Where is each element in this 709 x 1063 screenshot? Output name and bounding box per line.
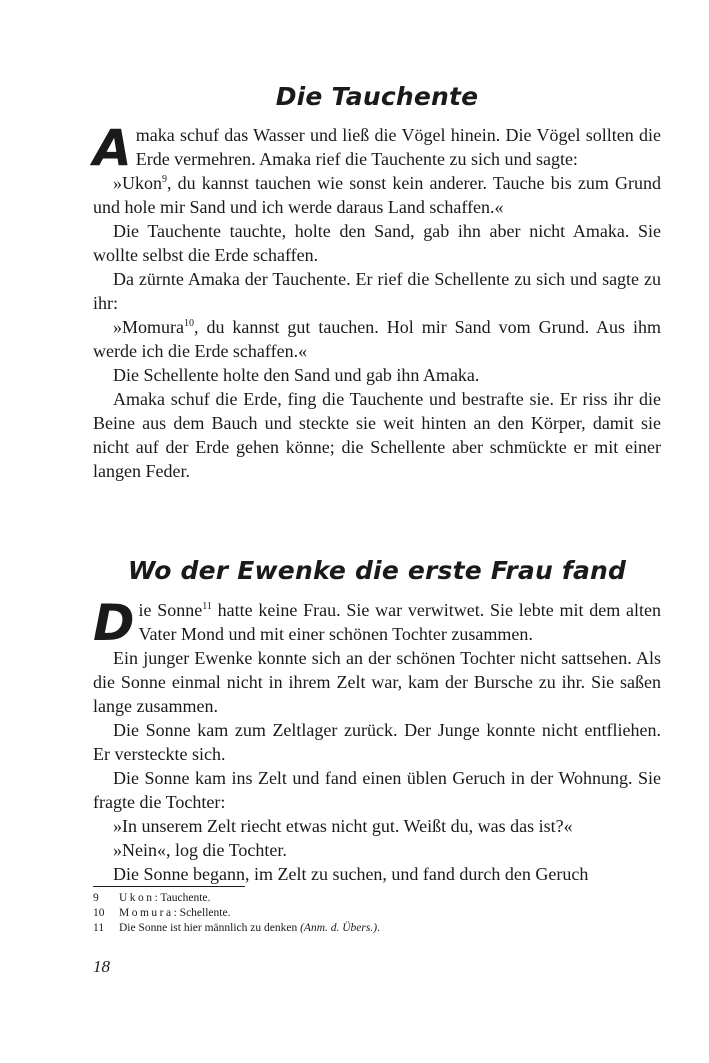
paragraph: Die Sonne kam zum Zeltlager zurück. Der Junge konnte nicht entfliehen. Er versteckte sich. bbox=[93, 720, 661, 764]
paragraph-text: maka schuf das Wasser und ließ die Vögel hinein. Die Vögel sollten die Erde vermehren. Amaka rief die Tauchente zu sich und sagte: bbox=[135, 125, 661, 169]
footnote-text: : Schellente. bbox=[173, 907, 231, 919]
footnote-number: 10 bbox=[93, 907, 105, 919]
footnote-number: 9 bbox=[93, 892, 99, 904]
paragraph-text: , du kannst gut tauchen. Hol mir Sand vom Grund. Aus ihm werde ich die Erde schaffen.« bbox=[93, 317, 661, 361]
paragraph-text: , du kannst tauchen wie sonst kein anderer. Tauche bis zum Grund und hole mir Sand und ich werde daraus Land schaffen.« bbox=[93, 173, 661, 217]
footnote bbox=[93, 906, 661, 921]
story-title: Die Tauchente bbox=[275, 82, 479, 111]
footnote-ref: 10 bbox=[184, 318, 194, 329]
paragraph-text: ie Sonne bbox=[138, 600, 203, 620]
page-number: 18 bbox=[93, 957, 110, 976]
footnote-text: . bbox=[377, 922, 380, 934]
story-body bbox=[93, 119, 661, 483]
footnotes bbox=[93, 891, 661, 936]
paragraph: Amaka schuf die Erde, fing die Tauchente und bestrafte sie. Er riss ihr die Beine aus dem Bauch und steckte sie weit hinten an den Körper, damit sie nicht auf der Erde gehen könne; die Schellente aber schmückte er mit einer langen Feder. bbox=[93, 389, 661, 481]
paragraph: Ein junger Ewenke konnte sich an der schönen Tochter nicht sattsehen. Als die Sonne einmal nicht in ihrem Zelt war, kam der Bursche zu ihr. Sie saßen lange zusammen. bbox=[93, 648, 661, 716]
paragraph-text: »Momura bbox=[113, 317, 184, 337]
footnote-text: : Tauchente. bbox=[154, 892, 211, 904]
drop-cap: A bbox=[93, 119, 132, 177]
paragraph-text: hatte keine Frau. Sie war verwitwet. Sie lebte mit dem alten Vater Mond und mit einer schönen Tochter zusammen. bbox=[138, 600, 661, 644]
footnote-number: 11 bbox=[93, 922, 105, 934]
paragraph: Die Sonne begann, im Zelt zu suchen, und fand durch den Geruch bbox=[113, 864, 589, 884]
footnote-ref: 9 bbox=[162, 174, 167, 185]
paragraph bbox=[93, 315, 661, 363]
paragraph: Da zürnte Amaka der Tauchente. Er rief die Schellente zu sich und sagte zu ihr: bbox=[93, 269, 661, 313]
drop-cap: D bbox=[93, 594, 135, 652]
footnote-note: (Anm. d. Übers.) bbox=[300, 922, 378, 934]
paragraph: »In unserem Zelt riecht etwas nicht gut. Weißt du, was das ist?« bbox=[113, 816, 573, 836]
paragraph: Die Sonne kam ins Zelt und fand einen üblen Geruch in der Wohnung. Sie fragte die Tochter: bbox=[93, 768, 661, 812]
paragraph bbox=[93, 171, 661, 219]
footnote bbox=[93, 891, 661, 906]
paragraph: Die Tauchente tauchte, holte den Sand, gab ihn aber nicht Amaka. Sie wollte selbst die Erde schaffen. bbox=[93, 221, 661, 265]
footnote bbox=[93, 921, 661, 936]
story-title: Wo der Ewenke die erste Frau fand bbox=[127, 556, 627, 585]
footnote-term: Ukon bbox=[119, 892, 155, 904]
paragraph bbox=[93, 119, 661, 177]
footnote-ref: 11 bbox=[202, 601, 212, 612]
paragraph: »Nein«, log die Tochter. bbox=[113, 840, 287, 860]
footnote-text: Die Sonne ist hier männlich zu denken bbox=[119, 922, 301, 934]
story-body bbox=[93, 594, 661, 886]
paragraph: Die Schellente holte den Sand und gab ihn Amaka. bbox=[113, 365, 480, 385]
paragraph bbox=[93, 594, 661, 652]
paragraph-text: »Ukon bbox=[113, 173, 162, 193]
footnote-divider bbox=[93, 886, 245, 887]
footnote-term: Momura bbox=[119, 907, 174, 919]
